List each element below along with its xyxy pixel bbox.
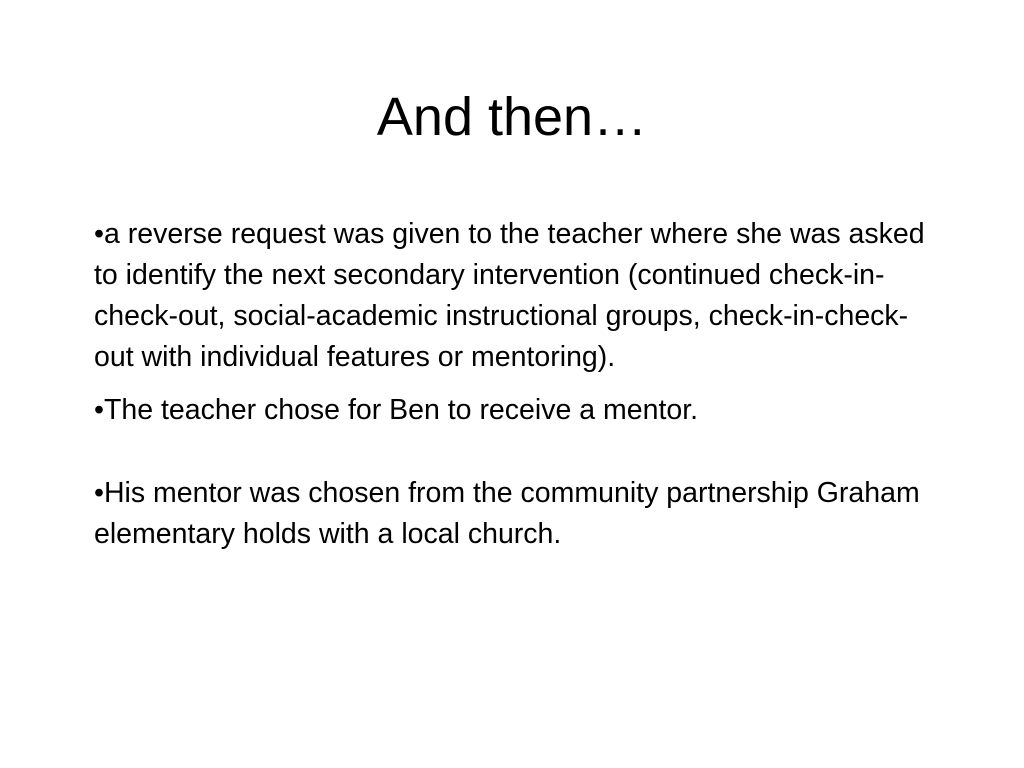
bullet-item: •a reverse request was given to the teacher where she was asked to identify the next secondary intervention (continued check-in-check-out, social-academic instructional groups, check-in-check-out with individual features or mentoring). [94, 218, 925, 373]
bullet-item: •The teacher chose for Ben to receive a mentor. [94, 394, 699, 426]
bullet-list [94, 214, 944, 555]
slide-title: And then… [376, 87, 648, 147]
bullet-item: •His mentor was chosen from the community partnership Graham elementary holds with a local church. [94, 477, 920, 550]
